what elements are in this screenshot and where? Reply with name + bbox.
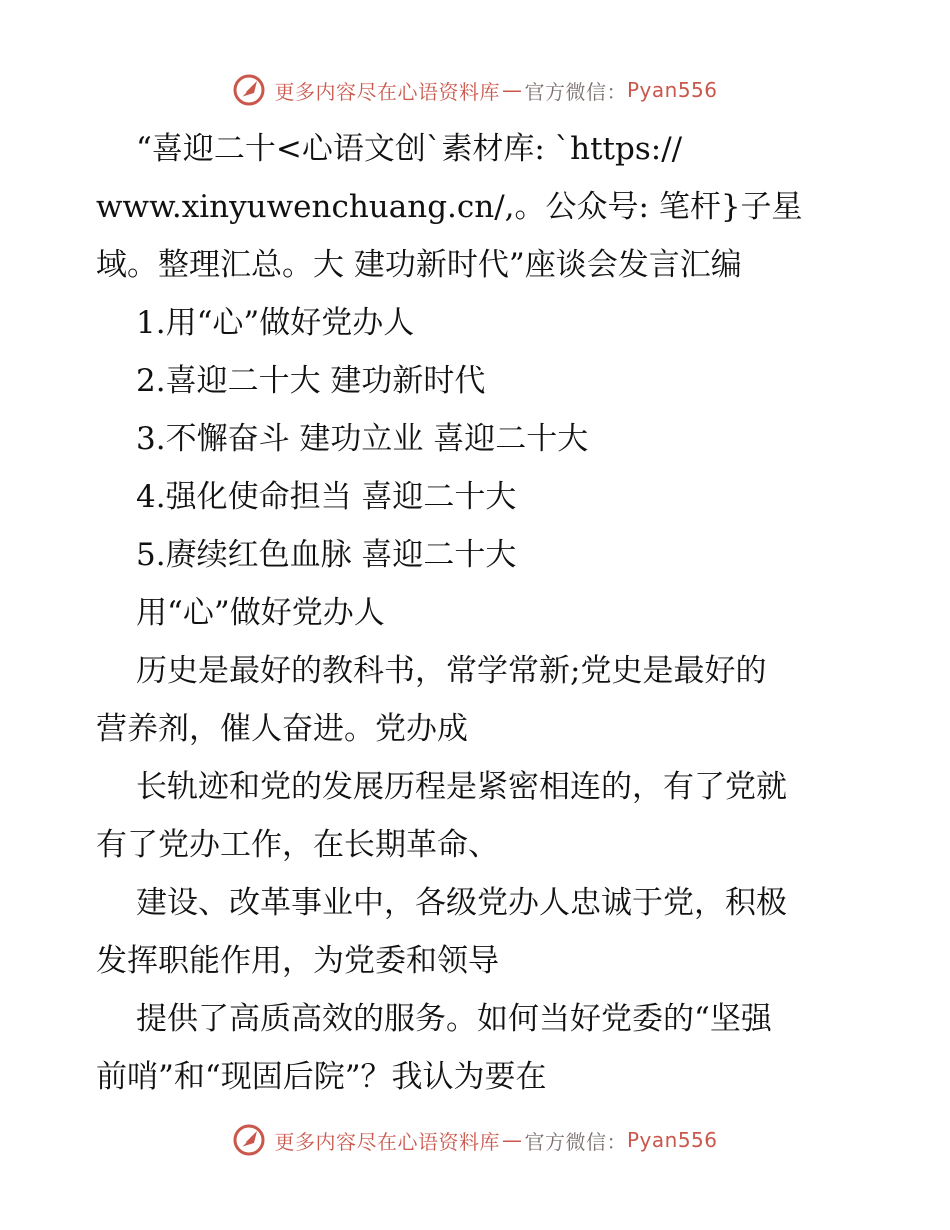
text-line: 前哨”和“现固后院”？我认为要在 bbox=[96, 1059, 547, 1095]
banner-separator: — bbox=[501, 78, 523, 102]
text-line: “喜迎二十<心语文创`素材库: `https:// bbox=[136, 131, 683, 167]
quill-logo-icon bbox=[232, 73, 266, 107]
list-item: 4.强化使命担当 喜迎二十大 bbox=[136, 479, 517, 515]
text-line: 建设、改革事业中，各级党办人忠诚于党，积极 bbox=[136, 885, 787, 921]
banner-wechat-label: 官方微信： bbox=[524, 1129, 627, 1154]
banner-wechat-label: 官方微信： bbox=[524, 79, 627, 104]
list-item: 3.不懈奋斗 建功立业 喜迎二十大 bbox=[136, 421, 589, 457]
banner-wechat-id: Pyan556 bbox=[626, 1128, 718, 1152]
document-body bbox=[96, 120, 856, 1106]
section-heading: 用“心”做好党办人 bbox=[136, 595, 385, 631]
text-line: 营养剂，催人奋进。党办成 bbox=[96, 711, 468, 747]
header-watermark-banner bbox=[0, 70, 950, 110]
footer-watermark-banner bbox=[0, 1120, 950, 1160]
text-line: 提供了高质高效的服务。如何当好党委的“坚强 bbox=[136, 1001, 772, 1037]
quill-logo-icon bbox=[232, 1123, 266, 1157]
text-line: www.xinyuwenchuang.cn/,。公众号: 笔杆}子星 bbox=[96, 189, 803, 225]
list-item: 2.喜迎二十大 建功新时代 bbox=[136, 363, 486, 399]
banner-brand-text: 更多内容尽在心语资料库 bbox=[274, 1129, 500, 1154]
banner-separator: — bbox=[501, 1128, 523, 1152]
text-line: 有了党办工作，在长期革命、 bbox=[96, 827, 499, 863]
list-item: 5.赓续红色血脉 喜迎二十大 bbox=[136, 537, 517, 573]
text-line: 长轨迹和党的发展历程是紧密相连的，有了党就 bbox=[136, 769, 787, 805]
text-line: 域。整理汇总。大 建功新时代”座谈会发言汇编 bbox=[96, 247, 742, 283]
banner-wechat-id: Pyan556 bbox=[626, 78, 718, 102]
text-line: 发挥职能作用，为党委和领导 bbox=[96, 943, 499, 979]
list-item: 1.用“心”做好党办人 bbox=[136, 305, 415, 341]
banner-brand-text: 更多内容尽在心语资料库 bbox=[274, 79, 500, 104]
text-line: 历史是最好的教科书，常学常新;党史是最好的 bbox=[136, 653, 767, 689]
